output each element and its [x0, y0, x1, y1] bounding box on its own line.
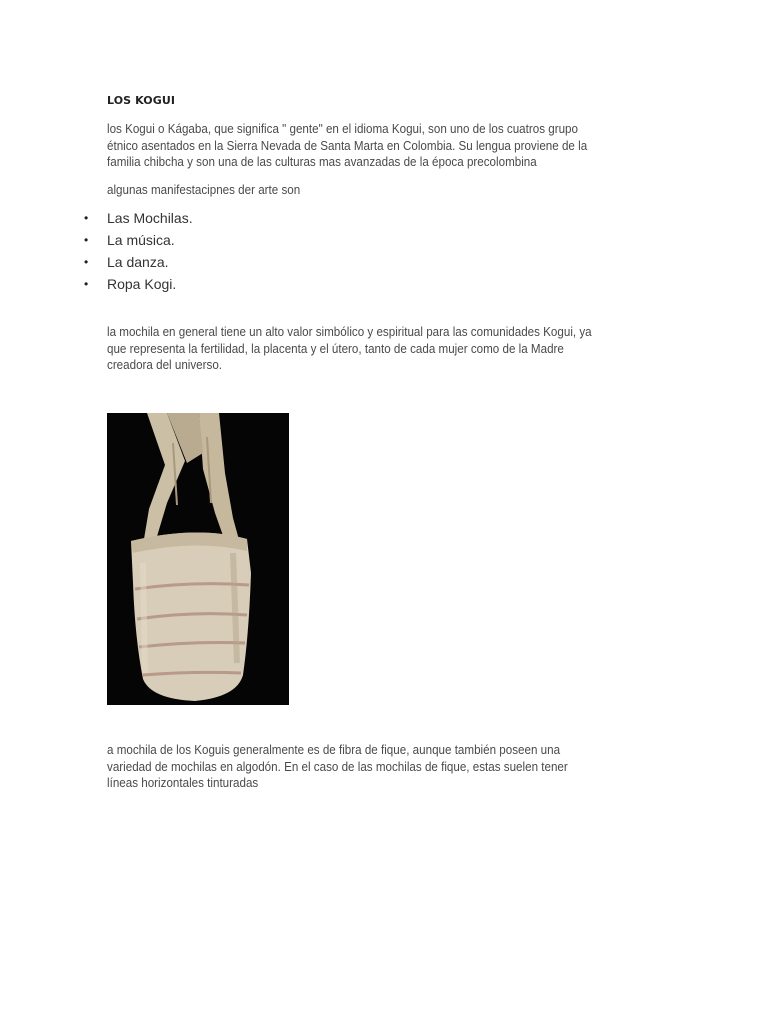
art-forms-list [84, 208, 193, 296]
bullet-icon: • [84, 277, 89, 291]
intro-paragraph [107, 121, 628, 171]
list-item [84, 274, 193, 296]
mochila-bag-image [107, 413, 289, 705]
bullet-icon: • [84, 233, 89, 247]
paragraph-line: a mochila de los Koguis generalmente es de fibra de fique, aunque también poseen una [107, 743, 561, 757]
paragraph-line: líneas horizontales tinturadas [107, 776, 259, 790]
bullet-icon: • [84, 255, 89, 269]
mochila-illustration [107, 413, 289, 705]
list-lead-line: algunas manifestacipnes der arte son [107, 183, 301, 197]
list-item-label: Ropa Kogi. [107, 276, 177, 292]
document-title: LOS KOGUI [107, 94, 176, 107]
paragraph-line: variedad de mochilas en algodón. En el caso de las mochilas de fique, estas suelen tener [107, 759, 568, 774]
paragraph-line: que representa la fertilidad, la placenta y el útero, tanto de cada mujer como de la Madre [107, 341, 564, 356]
list-item-label: Las Mochilas. [107, 210, 193, 226]
bullet-icon: • [84, 211, 89, 225]
list-item-label: La música. [107, 232, 175, 248]
list-item [84, 208, 193, 230]
intro-line: étnico asentados en la Sierra Nevada de Santa Marta en Colombia. Su lengua proviene de la [107, 138, 588, 153]
list-item [84, 252, 193, 274]
intro-line: familia chibcha y son una de las culturas mas avanzadas de la época precolombina [107, 155, 537, 169]
paragraph-line: creadora del universo. [107, 358, 223, 372]
list-lead-text [107, 182, 628, 199]
intro-line: los Kogui o Kágaba, que significa " gente" en el idioma Kogui, son uno de los cuatros grupo [107, 122, 578, 136]
mochila-symbolism-paragraph [107, 324, 628, 374]
mochila-material-paragraph [107, 742, 628, 792]
list-item-label: La danza. [107, 254, 169, 270]
list-item [84, 230, 193, 252]
paragraph-line: la mochila en general tiene un alto valor simbólico y espiritual para las comunidades Kogui, ya [107, 325, 592, 339]
